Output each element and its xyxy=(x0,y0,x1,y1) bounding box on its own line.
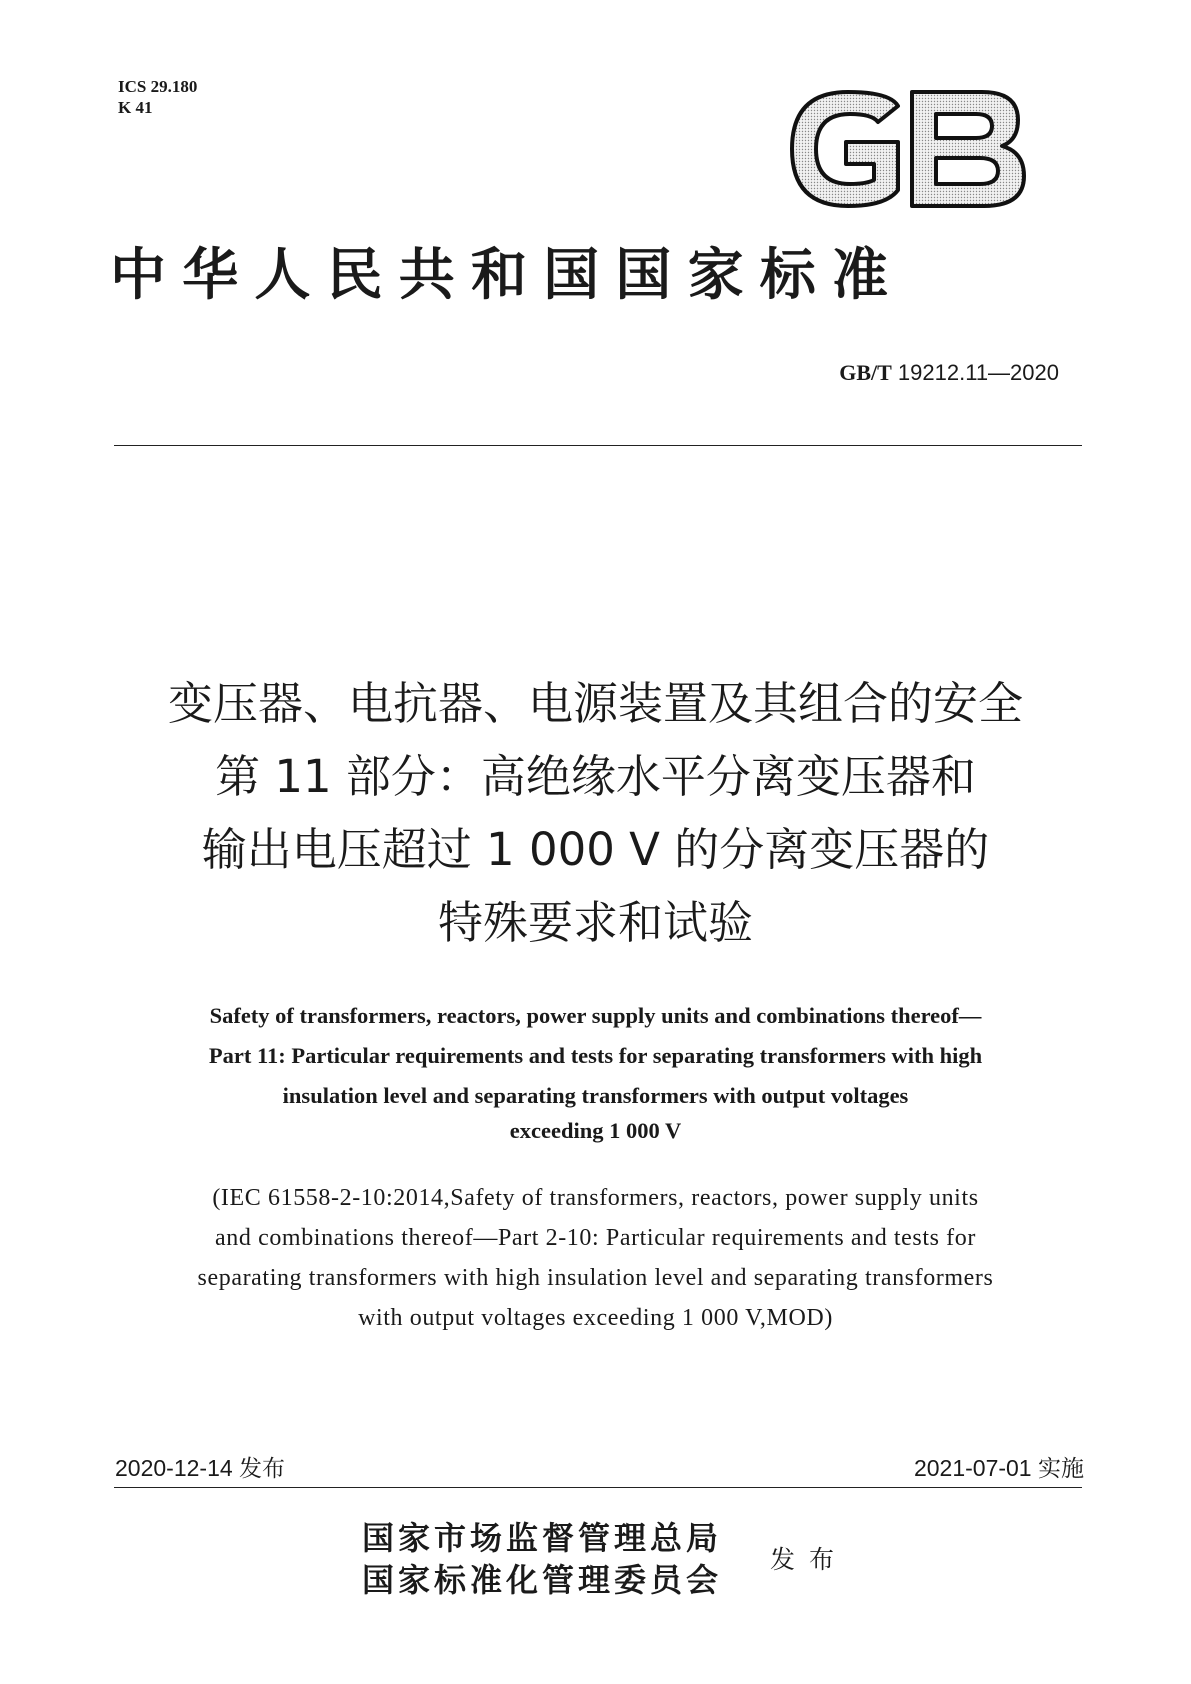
ccs-code: K 41 xyxy=(118,98,153,117)
issuer-name: 国家标准化管理委员会 xyxy=(362,1561,723,1599)
ics-code: ICS 29.180 xyxy=(118,77,198,96)
issuer-name: 国家市场监督管理总局 xyxy=(362,1519,723,1557)
implementation-date: 2021-07-01 实施 xyxy=(913,1455,1084,1481)
iec-reference-line: separating transformers with high insulation level and separating transformers xyxy=(197,1265,994,1291)
english-title xyxy=(100,996,1091,1146)
iec-reference xyxy=(100,1178,1091,1338)
standard-code-number: 19212.11—2020 xyxy=(897,360,1059,385)
chinese-title-line: 输出电压超过 1 000 V 的分离变压器的 xyxy=(201,823,990,876)
chinese-title xyxy=(100,667,1091,959)
chinese-title-line: 变压器、电抗器、电源装置及其组合的安全 xyxy=(167,677,1023,730)
bottom-divider xyxy=(114,1487,1082,1488)
chinese-title-line: 特殊要求和试验 xyxy=(437,896,753,949)
english-title-line: Safety of transformers, reactors, power supply units and combinations thereof— xyxy=(209,1003,982,1028)
standard-code xyxy=(839,360,1059,386)
iec-reference-line: with output voltages exceeding 1 000 V,MOD) xyxy=(358,1305,833,1331)
standard-code-prefix: GB/T xyxy=(839,360,892,385)
top-divider xyxy=(114,445,1082,446)
iec-reference-line: and combinations thereof—Part 2-10: Particular requirements and tests for xyxy=(215,1225,976,1251)
national-standard-title: 中华人民共和国国家标准 xyxy=(110,243,905,308)
gb-logo xyxy=(786,88,1028,210)
issue-date: 2020-12-14 发布 xyxy=(115,1455,286,1481)
english-title-line: exceeding 1 000 V xyxy=(509,1118,682,1143)
publish-label: 发布 xyxy=(770,1545,849,1574)
issuing-bodies xyxy=(362,1517,722,1601)
iec-reference-line: (IEC 61558-2-10:2014,Safety of transformers, reactors, power supply units xyxy=(212,1185,979,1211)
chinese-title-line: 第 11 部分：高绝缘水平分离变压器和 xyxy=(215,750,976,803)
english-title-line: insulation level and separating transformers with output voltages xyxy=(282,1083,909,1108)
english-title-line: Part 11: Particular requirements and tests for separating transformers with high xyxy=(208,1043,983,1068)
classification-codes xyxy=(118,76,197,118)
